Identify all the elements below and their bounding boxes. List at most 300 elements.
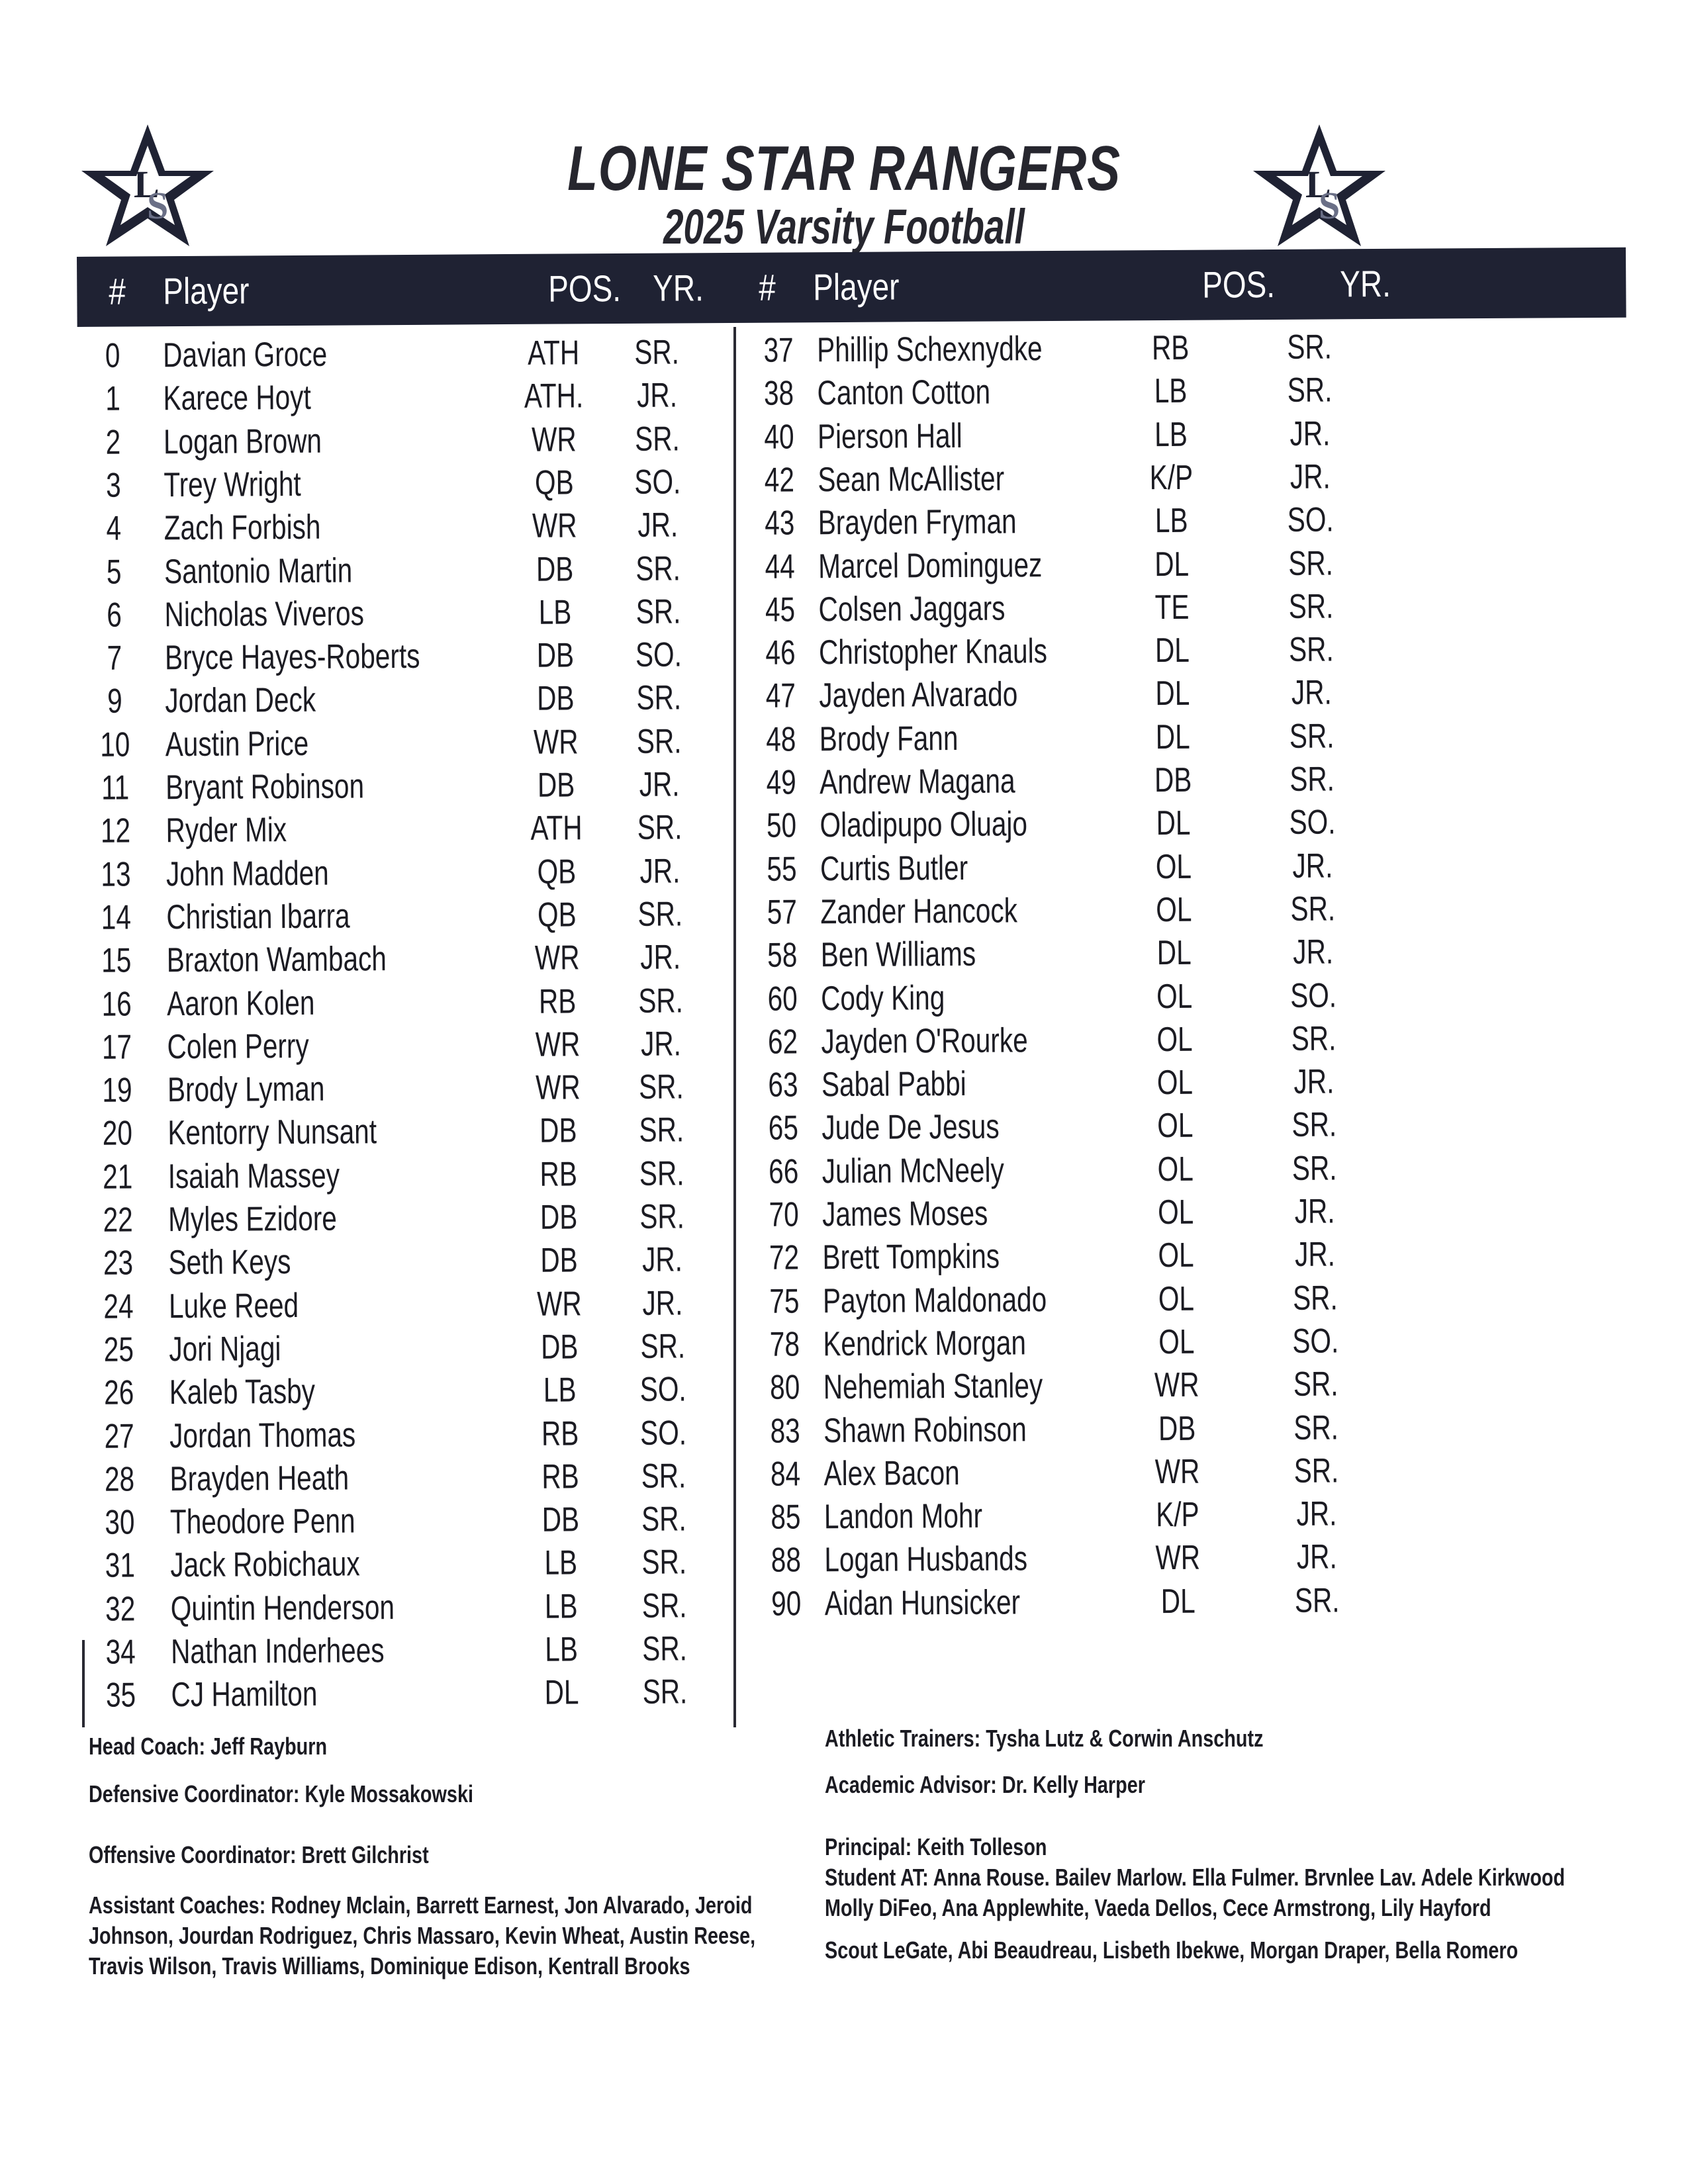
player-number: 46	[765, 633, 796, 672]
player-year: JR.	[637, 506, 679, 545]
player-number: 19	[102, 1071, 132, 1110]
player-position: K/P	[1149, 458, 1194, 498]
player-number: 55	[767, 850, 797, 889]
player-position: LB	[1154, 415, 1188, 454]
player-number: 24	[103, 1287, 134, 1326]
player-number: 47	[765, 676, 796, 716]
player-position: WR	[533, 723, 579, 762]
column-header-position-right: POS.	[1202, 263, 1276, 306]
player-position: DB	[540, 1328, 579, 1367]
player-number: 0	[105, 336, 120, 375]
roster-row	[741, 1407, 1403, 1451]
player-name: Karece Hoyt	[163, 379, 311, 418]
player-name: Kentorry Nunsant	[167, 1113, 377, 1153]
player-name: Jordan Thomas	[169, 1415, 356, 1455]
player-year: SR.	[637, 895, 683, 934]
player-year: SR.	[1289, 717, 1335, 756]
roster-row	[740, 1234, 1402, 1278]
offensive-coordinator: Offensive Coordinator: Brett Gilchrist	[89, 1841, 429, 1868]
logo-letter-l: L	[1305, 163, 1331, 206]
player-number: 5	[106, 553, 122, 592]
player-year: JR.	[641, 1240, 683, 1280]
player-year: SO.	[640, 1413, 687, 1453]
player-name: Christopher Knauls	[818, 632, 1048, 672]
roster-row	[78, 592, 740, 635]
player-position: LB	[1154, 372, 1188, 411]
player-position: DL	[1156, 933, 1192, 973]
roster-row	[741, 1364, 1403, 1408]
roster-row	[78, 505, 740, 549]
roster-row	[735, 413, 1397, 457]
player-year: JR.	[1289, 457, 1331, 496]
player-position: OL	[1157, 1193, 1194, 1232]
roster-row	[735, 327, 1397, 371]
player-position: WR	[536, 1284, 582, 1324]
player-position: DB	[536, 636, 575, 675]
player-name: Aaron Kolen	[166, 983, 315, 1023]
player-position: WR	[532, 506, 577, 545]
player-name: Theodore Penn	[169, 1502, 355, 1542]
player-name: Jude De Jesus	[821, 1107, 1000, 1148]
player-name: Seth Keys	[168, 1243, 291, 1283]
player-position: DL	[1160, 1582, 1196, 1621]
roster-row	[84, 1499, 746, 1543]
player-name: Myles Ezidore	[167, 1199, 338, 1240]
player-number: 30	[105, 1503, 135, 1542]
player-position: DB	[539, 1198, 578, 1237]
player-year: SR.	[639, 1154, 684, 1193]
player-position: WR	[531, 420, 577, 459]
player-year: SR.	[1291, 1105, 1337, 1145]
player-number: 27	[104, 1417, 134, 1456]
player-year: SR.	[641, 1457, 686, 1496]
player-number: 12	[100, 811, 131, 851]
roster-row	[79, 807, 741, 851]
player-position: RB	[541, 1457, 579, 1496]
player-year: JR.	[640, 938, 681, 978]
roster-row	[80, 850, 742, 894]
player-year: JR.	[1296, 1537, 1337, 1577]
roster-row	[81, 1067, 743, 1111]
player-year: JR.	[640, 1024, 682, 1064]
logo-letter-s: S	[1319, 184, 1340, 227]
player-number: 72	[769, 1238, 800, 1278]
player-year: SR.	[642, 1629, 688, 1668]
roster-row	[735, 457, 1397, 500]
player-position: DL	[1154, 631, 1190, 670]
student-at-line: Student AT: Anna Rouse. Bailev Marlow. Ella Fulmer. Brvnlee Lav. Adele Kirkwood	[825, 1864, 1566, 1891]
player-position: DB	[1154, 760, 1192, 800]
player-number: 38	[763, 374, 794, 414]
player-year: JR.	[1291, 673, 1332, 713]
player-year: JR.	[1294, 1235, 1336, 1275]
player-year: SR.	[638, 1068, 684, 1107]
player-name: Quintin Henderson	[170, 1588, 395, 1628]
player-year: SR.	[641, 1500, 686, 1539]
player-name: Curtis Butler	[820, 848, 968, 888]
player-position: LB	[538, 593, 572, 632]
player-position: WR	[534, 938, 580, 978]
player-position: OL	[1157, 1107, 1194, 1146]
player-name: Austin Price	[165, 724, 309, 764]
player-name: Aidan Hunsicker	[824, 1583, 1021, 1623]
roster-header-bar	[77, 248, 1626, 327]
player-position: QB	[534, 463, 574, 502]
player-name: Bryant Robinson	[165, 767, 365, 807]
player-year: JR.	[1296, 1494, 1337, 1533]
player-year: SR.	[1288, 543, 1334, 583]
student-athletic-trainers	[825, 1862, 1565, 1966]
player-number: 4	[106, 509, 122, 548]
player-name: Landon Mohr	[823, 1496, 983, 1537]
player-number: 35	[105, 1676, 136, 1715]
player-year: SR.	[635, 549, 681, 588]
player-number: 60	[767, 979, 798, 1019]
assistant-coaches	[89, 1890, 755, 1981]
player-number: 16	[101, 985, 132, 1024]
player-position: ATH	[527, 334, 580, 373]
player-number: 57	[767, 893, 798, 932]
roster-row	[741, 1277, 1403, 1321]
player-name: Logan Brown	[163, 422, 322, 461]
player-year: JR.	[639, 852, 680, 891]
assistant-coaches-line: Travis Wilson, Travis Williams, Dominique Edison, Kentrall Brooks	[89, 1952, 690, 1979]
roster-row	[739, 1105, 1401, 1148]
roster-row	[736, 500, 1398, 543]
player-year: JR.	[1293, 1062, 1335, 1101]
player-position: RB	[541, 1414, 579, 1453]
roster-row	[739, 1019, 1401, 1062]
player-number: 32	[105, 1590, 136, 1629]
player-number: 25	[103, 1330, 134, 1369]
player-number: 49	[766, 763, 796, 802]
player-name: Zach Forbish	[164, 508, 321, 548]
logo-letter-l: L	[134, 163, 160, 206]
player-name: Colsen Jaggars	[818, 589, 1006, 629]
player-name: Ben Williams	[820, 934, 976, 975]
roster-row	[79, 678, 741, 721]
player-number: 13	[101, 855, 131, 894]
roster-row	[737, 629, 1399, 673]
player-year: JR.	[636, 376, 678, 416]
player-name: Jack Robichaux	[170, 1545, 360, 1585]
player-position: WR	[1155, 1539, 1201, 1578]
player-year: SR.	[641, 1586, 687, 1625]
roster-row	[742, 1494, 1404, 1537]
player-number: 62	[767, 1023, 798, 1062]
player-name: Santonio Martin	[164, 551, 353, 591]
player-year: JR.	[1294, 1192, 1335, 1231]
player-position: DB	[539, 1111, 577, 1151]
roster-row	[79, 721, 741, 765]
player-name: Logan Husbands	[824, 1539, 1028, 1580]
player-name: Brett Tompkins	[822, 1237, 1000, 1277]
player-year: SR.	[634, 420, 680, 459]
player-number: 78	[769, 1325, 800, 1364]
roster-row	[81, 937, 743, 981]
roster-row	[82, 1240, 744, 1283]
player-number: 26	[104, 1373, 134, 1412]
player-name: Jayden O'Rourke	[821, 1021, 1028, 1062]
player-number: 34	[105, 1633, 136, 1672]
player-name: Oladipupo Oluajo	[820, 805, 1028, 845]
roster-row	[735, 370, 1397, 414]
player-position: OL	[1158, 1279, 1195, 1318]
player-position: RB	[539, 1155, 578, 1194]
player-name: Phillip Schexnydke	[817, 330, 1043, 370]
player-number: 50	[766, 806, 797, 846]
player-number: 31	[105, 1546, 136, 1586]
player-number: 45	[765, 590, 796, 629]
player-position: WR	[535, 1025, 581, 1064]
player-position: DB	[536, 549, 574, 589]
player-position: DL	[1155, 674, 1190, 713]
player-position: OL	[1158, 1322, 1195, 1362]
player-number: 90	[771, 1584, 802, 1623]
column-header-number: #	[109, 270, 126, 312]
player-number: 63	[768, 1066, 798, 1105]
player-year: SR.	[639, 1197, 685, 1236]
player-position: DL	[1155, 717, 1190, 756]
player-position: LB	[543, 1371, 577, 1410]
roster-row	[739, 932, 1401, 976]
player-year: SR.	[1293, 1408, 1339, 1447]
player-year: SR.	[1287, 371, 1333, 410]
column-header-player-right: Player	[813, 265, 900, 308]
player-year: SO.	[634, 463, 681, 502]
player-position: OL	[1158, 1236, 1194, 1275]
player-name: Julian McNeely	[821, 1151, 1004, 1191]
player-year: SO.	[1289, 803, 1336, 842]
player-name: Payton Maldonado	[822, 1280, 1047, 1320]
player-position: WR	[1154, 1365, 1199, 1405]
player-number: 83	[770, 1411, 800, 1451]
roster-row	[741, 1451, 1403, 1494]
player-year: SR.	[1289, 760, 1335, 799]
roster-row	[83, 1456, 745, 1500]
player-year: SR.	[642, 1672, 688, 1712]
player-name: Brody Fann	[819, 719, 959, 758]
player-position: DL	[1156, 804, 1191, 843]
player-year: SR.	[637, 808, 682, 848]
player-number: 14	[101, 898, 132, 937]
player-number: 48	[766, 720, 796, 759]
roster-row	[77, 375, 739, 419]
player-number: 84	[770, 1455, 801, 1494]
head-coach: Head Coach: Jeff Rayburn	[89, 1733, 328, 1760]
player-number: 15	[101, 941, 132, 980]
player-number: 75	[769, 1282, 800, 1321]
player-name: John Madden	[165, 854, 329, 893]
roster-row	[83, 1326, 745, 1370]
player-name: Kendrick Morgan	[823, 1324, 1027, 1364]
roster-row	[85, 1672, 747, 1715]
player-name: Jori Njagi	[169, 1330, 281, 1369]
roster-row	[82, 1197, 744, 1240]
player-year: SR.	[1293, 1365, 1338, 1404]
player-year: JR.	[642, 1284, 683, 1323]
roster-row	[737, 759, 1399, 803]
player-year: SO.	[1287, 500, 1334, 540]
player-year: JR.	[639, 765, 680, 804]
player-name: Andrew Magana	[819, 762, 1015, 802]
student-at-line: Scout LeGate, Abi Beaudreau, Lisbeth Ibekwe, Morgan Draper, Bella Romero	[825, 1936, 1519, 1964]
player-name: Sean McAllister	[818, 459, 1005, 500]
player-position: K/P	[1156, 1495, 1199, 1535]
player-number: 88	[771, 1541, 802, 1580]
player-number: 70	[769, 1195, 799, 1234]
roster-row	[83, 1369, 745, 1413]
player-position: QB	[537, 852, 577, 891]
player-year: SR.	[638, 981, 684, 1021]
roster-row	[79, 764, 741, 808]
player-year: SR.	[1288, 587, 1334, 626]
player-position: LB	[544, 1543, 578, 1583]
player-position: LB	[545, 1630, 579, 1669]
player-name: Davian Groce	[163, 335, 328, 375]
roster-row	[737, 716, 1399, 760]
student-at-line: Molly DiFeo, Ana Applewhite, Vaeda Dellos, Cece Armstrong, Lily Hayford	[825, 1894, 1491, 1921]
player-name: Shawn Robinson	[823, 1410, 1027, 1450]
player-position: DB	[540, 1241, 578, 1281]
roster-row	[737, 802, 1399, 846]
player-position: OL	[1157, 1150, 1194, 1189]
defensive-coordinator: Defensive Coordinator: Kyle Mossakowski	[89, 1780, 473, 1807]
player-name: Luke Reed	[168, 1286, 299, 1326]
column-header-player: Player	[163, 269, 250, 312]
player-year: SR.	[1291, 1149, 1337, 1188]
player-year: JR.	[1293, 933, 1334, 972]
player-position: DB	[537, 679, 575, 719]
player-number: 3	[105, 466, 121, 505]
player-number: 58	[767, 936, 798, 975]
player-number: 40	[764, 418, 794, 457]
player-position: QB	[537, 895, 577, 934]
roster-row	[82, 1154, 744, 1197]
player-name: Brayden Heath	[169, 1459, 350, 1498]
team-title: LONE STAR RANGERS	[567, 133, 1121, 204]
logo-letter-s: S	[147, 184, 169, 227]
player-name: Ryder Mix	[165, 811, 287, 850]
player-number: 42	[764, 461, 795, 500]
assistant-coaches-line: Johnson, Jourdan Rodriguez, Chris Massaro, Kevin Wheat, Austin Reese,	[89, 1922, 756, 1949]
player-name: Zander Hancock	[820, 891, 1018, 932]
player-position: ATH.	[524, 377, 584, 416]
roster-row	[741, 1321, 1403, 1365]
player-number: 65	[768, 1109, 799, 1148]
player-position: RB	[538, 981, 577, 1021]
player-name: Jordan Deck	[165, 681, 316, 721]
roster-row	[81, 1024, 743, 1068]
player-number: 21	[103, 1158, 133, 1197]
player-position: WR	[535, 1068, 581, 1107]
player-name: Kaleb Tasby	[169, 1373, 316, 1412]
player-position: TE	[1154, 588, 1190, 627]
player-name: Colen Perry	[167, 1026, 309, 1066]
academic-advisor: Academic Advisor: Dr. Kelly Harper	[825, 1771, 1145, 1798]
player-year: SR.	[634, 333, 680, 372]
player-position: WR	[1154, 1452, 1200, 1491]
player-year: SO.	[635, 635, 682, 674]
player-year: SO.	[1292, 1322, 1339, 1361]
player-name: Canton Cotton	[817, 373, 991, 413]
player-number: 20	[102, 1114, 133, 1154]
player-name: Nehemiah Stanley	[823, 1367, 1043, 1407]
roster-row	[77, 418, 739, 462]
roster-row	[80, 894, 742, 938]
player-number: 6	[107, 596, 122, 635]
player-name: Isaiah Massey	[167, 1156, 340, 1196]
player-number: 17	[101, 1028, 132, 1067]
player-name: Bryce Hayes-Roberts	[164, 637, 420, 678]
player-year: JR.	[1289, 414, 1331, 453]
player-position: OL	[1156, 1063, 1194, 1103]
column-header-number-right: #	[759, 266, 776, 308]
roster-row	[743, 1580, 1405, 1624]
player-name: Jayden Alvarado	[819, 675, 1018, 715]
player-name: Brayden Fryman	[818, 502, 1017, 543]
season-subtitle: 2025 Varsity Football	[663, 199, 1025, 254]
player-number: 10	[100, 725, 130, 764]
player-number: 85	[771, 1498, 801, 1537]
player-number: 28	[104, 1460, 135, 1499]
player-year: SR.	[1291, 1019, 1336, 1058]
athletic-trainers: Athletic Trainers: Tysha Lutz & Corwin Anschutz	[825, 1725, 1264, 1752]
player-position: DL	[544, 1673, 579, 1713]
player-name: CJ Hamilton	[171, 1675, 318, 1715]
player-number: 22	[103, 1201, 133, 1240]
roster-row	[740, 1148, 1402, 1192]
roster-row	[736, 543, 1398, 586]
player-name: Sabal Pabbi	[821, 1064, 966, 1105]
player-year: SR.	[639, 1111, 684, 1150]
player-position: OL	[1156, 1020, 1193, 1059]
player-number: 7	[107, 639, 122, 678]
player-name: Marcel Dominguez	[818, 545, 1043, 586]
roster-row	[81, 1110, 743, 1154]
roster-row	[77, 462, 739, 506]
roster-row	[77, 332, 739, 376]
roster-row	[736, 586, 1398, 630]
roster-row	[79, 635, 741, 678]
player-name: Nicholas Viveros	[164, 594, 365, 634]
player-position: LB	[1154, 502, 1188, 541]
player-position: OL	[1156, 890, 1192, 930]
roster-row	[81, 980, 743, 1024]
roster-row	[85, 1586, 747, 1629]
player-number: 80	[770, 1368, 800, 1407]
player-number: 44	[765, 547, 795, 586]
roster-row	[739, 975, 1401, 1019]
roster-row	[83, 1412, 745, 1456]
column-divider	[733, 327, 736, 1727]
player-number: 43	[765, 504, 795, 543]
player-year: SR.	[635, 592, 681, 631]
player-name: Braxton Wambach	[166, 940, 387, 980]
column-header-year-right: YR.	[1340, 262, 1391, 305]
roster-row	[739, 1062, 1401, 1105]
player-name: Nathan Inderhees	[170, 1631, 385, 1672]
player-number: 66	[769, 1152, 799, 1191]
player-year: SR.	[636, 678, 682, 718]
player-year: SR.	[1287, 328, 1333, 367]
roster-row	[738, 889, 1400, 933]
player-name: Pierson Hall	[817, 416, 962, 456]
player-number: 11	[101, 768, 130, 807]
player-position: DL	[1154, 545, 1190, 584]
player-year: SR.	[641, 1543, 687, 1582]
roster-row	[85, 1629, 747, 1672]
